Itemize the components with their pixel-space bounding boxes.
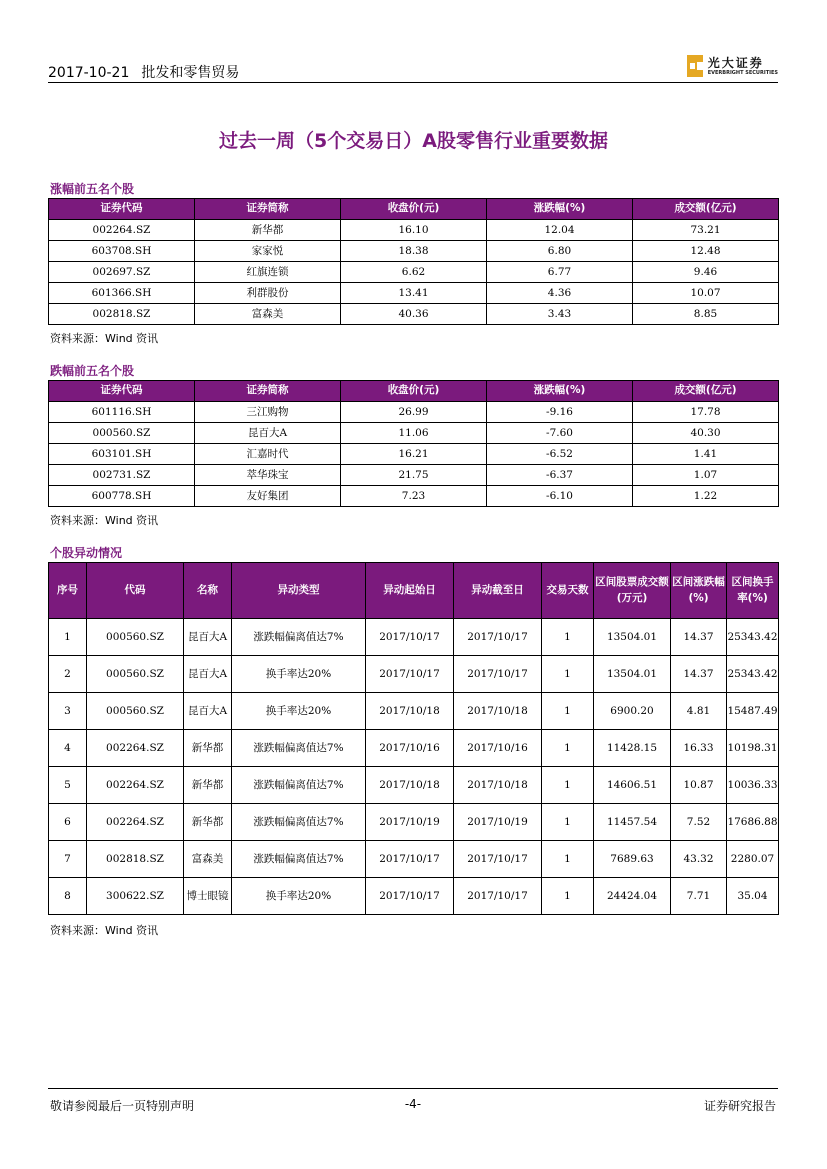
table-cell: 昆百大A	[195, 423, 341, 444]
table-cell: 7	[49, 841, 87, 878]
gainers-header-row	[49, 199, 779, 220]
column-header: 收盘价(元)	[341, 199, 487, 220]
table-cell: 2017/10/16	[454, 730, 542, 767]
page-title: 过去一周（5个交易日）A股零售行业重要数据	[219, 130, 608, 152]
table-cell: 2017/10/19	[454, 804, 542, 841]
table-cell: 三江购物	[195, 402, 341, 423]
table-row	[49, 283, 779, 304]
table-cell: 10.07	[633, 283, 779, 304]
anomalies-header-row	[49, 563, 779, 619]
table-cell: 000560.SZ	[87, 693, 184, 730]
table-cell: 1	[542, 841, 594, 878]
table-cell: 4	[49, 730, 87, 767]
column-header: 涨跌幅(%)	[487, 199, 633, 220]
table-cell: 10.87	[671, 767, 727, 804]
column-header: 异动类型	[232, 563, 366, 619]
table-cell: 600778.SH	[49, 486, 195, 507]
table-cell: 昆百大A	[184, 619, 232, 656]
table-cell: 16.10	[341, 220, 487, 241]
table-cell: 博士眼镜	[184, 878, 232, 915]
table-row	[49, 486, 779, 507]
table-cell: 13504.01	[594, 656, 671, 693]
column-header: 异动起始日	[366, 563, 454, 619]
table-cell: 家家悦	[195, 241, 341, 262]
column-header: 区间换手率(%)	[727, 563, 779, 619]
table-cell: 002264.SZ	[87, 767, 184, 804]
header-info	[48, 62, 239, 82]
table-cell: 6	[49, 804, 87, 841]
table-cell: 2017/10/18	[454, 767, 542, 804]
table-row	[49, 304, 779, 325]
column-header: 证券代码	[49, 199, 195, 220]
table-row	[49, 656, 779, 693]
table-cell: 002697.SZ	[49, 262, 195, 283]
table-cell: 7.23	[341, 486, 487, 507]
table-row	[49, 262, 779, 283]
table-cell: 2017/10/16	[366, 730, 454, 767]
page-footer	[48, 1088, 778, 1117]
table-cell: 4.81	[671, 693, 727, 730]
losers-table	[48, 380, 779, 507]
table-row	[49, 465, 779, 486]
table-cell: 11.06	[341, 423, 487, 444]
table-cell: 1	[542, 804, 594, 841]
table-row	[49, 693, 779, 730]
table-cell: 40.36	[341, 304, 487, 325]
table-cell: 2017/10/17	[366, 841, 454, 878]
table-cell: 涨跌幅偏离值达7%	[232, 619, 366, 656]
table-cell: 14.37	[671, 656, 727, 693]
table-cell: 富森美	[184, 841, 232, 878]
report-date: 2017-10-21	[48, 65, 130, 81]
table-cell: 35.04	[727, 878, 779, 915]
industry-name: 批发和零售贸易	[141, 65, 240, 81]
table-cell: 2017/10/18	[366, 693, 454, 730]
table-cell: 3.43	[487, 304, 633, 325]
table-cell: 2017/10/18	[454, 693, 542, 730]
table-cell: 17686.88	[727, 804, 779, 841]
table-cell: 13504.01	[594, 619, 671, 656]
table-cell: 1	[542, 730, 594, 767]
table-cell: 14606.51	[594, 767, 671, 804]
table-cell: 300622.SZ	[87, 878, 184, 915]
table-cell: 红旗连锁	[195, 262, 341, 283]
table-cell: 1.22	[633, 486, 779, 507]
table-cell: 9.46	[633, 262, 779, 283]
table-cell: 6.77	[487, 262, 633, 283]
table-row	[49, 804, 779, 841]
table-cell: 新华都	[184, 767, 232, 804]
column-header: 涨跌幅(%)	[487, 381, 633, 402]
table-cell: 友好集团	[195, 486, 341, 507]
column-header: 序号	[49, 563, 87, 619]
losers-header-row	[49, 381, 779, 402]
column-header: 异动截至日	[454, 563, 542, 619]
table-cell: 24424.04	[594, 878, 671, 915]
losers-title: 跌幅前五名个股	[50, 364, 135, 378]
column-header: 成交额(亿元)	[633, 381, 779, 402]
table-cell: 1	[542, 619, 594, 656]
table-cell: 昆百大A	[184, 656, 232, 693]
column-header: 代码	[87, 563, 184, 619]
table-cell: 3	[49, 693, 87, 730]
table-cell: 1	[49, 619, 87, 656]
gainers-source: 资料来源：Wind 资讯	[50, 332, 159, 345]
column-header: 名称	[184, 563, 232, 619]
losers-source: 资料来源：Wind 资讯	[50, 514, 159, 527]
table-cell: 5	[49, 767, 87, 804]
table-cell: -6.10	[487, 486, 633, 507]
table-row	[49, 423, 779, 444]
table-cell: 7.52	[671, 804, 727, 841]
table-cell: -6.37	[487, 465, 633, 486]
column-header: 证券简称	[195, 381, 341, 402]
anomalies-source: 资料来源：Wind 资讯	[50, 924, 159, 937]
table-cell: 新华都	[184, 730, 232, 767]
page-number: -4-	[404, 1097, 422, 1111]
table-row	[49, 841, 779, 878]
table-cell: 25343.42	[727, 619, 779, 656]
table-cell: 12.48	[633, 241, 779, 262]
gainers-title: 涨幅前五名个股	[50, 182, 135, 196]
table-cell: 1.07	[633, 465, 779, 486]
table-cell: -9.16	[487, 402, 633, 423]
table-cell: 16.21	[341, 444, 487, 465]
table-cell: 10198.31	[727, 730, 779, 767]
table-cell: 002818.SZ	[49, 304, 195, 325]
table-cell: 000560.SZ	[49, 423, 195, 444]
table-cell: 换手率达20%	[232, 656, 366, 693]
table-cell: 18.38	[341, 241, 487, 262]
table-cell: 涨跌幅偏离值达7%	[232, 804, 366, 841]
table-row	[49, 444, 779, 465]
column-header: 成交额(亿元)	[633, 199, 779, 220]
table-cell: 002264.SZ	[87, 804, 184, 841]
table-cell: 6.62	[341, 262, 487, 283]
table-cell: 000560.SZ	[87, 656, 184, 693]
table-cell: 利群股份	[195, 283, 341, 304]
table-cell: 603708.SH	[49, 241, 195, 262]
anomalies-table	[48, 562, 779, 915]
table-cell: 000560.SZ	[87, 619, 184, 656]
table-cell: 26.99	[341, 402, 487, 423]
table-cell: 43.32	[671, 841, 727, 878]
table-cell: 2017/10/19	[366, 804, 454, 841]
table-row	[49, 402, 779, 423]
table-cell: 601116.SH	[49, 402, 195, 423]
table-cell: 16.33	[671, 730, 727, 767]
table-cell: 601366.SH	[49, 283, 195, 304]
table-cell: 6900.20	[594, 693, 671, 730]
logo-mark-icon	[687, 55, 703, 77]
table-cell: 2017/10/17	[454, 841, 542, 878]
table-cell: 14.37	[671, 619, 727, 656]
table-cell: 15487.49	[727, 693, 779, 730]
table-cell: 002264.SZ	[87, 730, 184, 767]
column-header: 证券代码	[49, 381, 195, 402]
footer-report-type: 证券研究报告	[703, 1099, 776, 1113]
table-cell: 1	[542, 656, 594, 693]
table-cell: 73.21	[633, 220, 779, 241]
logo-cn-text: 光大证券	[707, 55, 764, 70]
table-cell: 2017/10/17	[366, 878, 454, 915]
table-cell: 6.80	[487, 241, 633, 262]
table-cell: 1.41	[633, 444, 779, 465]
table-row	[49, 767, 779, 804]
table-cell: 002731.SZ	[49, 465, 195, 486]
table-cell: 换手率达20%	[232, 693, 366, 730]
table-row	[49, 241, 779, 262]
table-cell: 汇嘉时代	[195, 444, 341, 465]
column-header: 证券简称	[195, 199, 341, 220]
table-cell: 新华都	[184, 804, 232, 841]
column-header: 交易天数	[542, 563, 594, 619]
table-cell: 富森美	[195, 304, 341, 325]
table-cell: 1	[542, 693, 594, 730]
table-cell: 2017/10/18	[366, 767, 454, 804]
table-cell: 13.41	[341, 283, 487, 304]
table-cell: 昆百大A	[184, 693, 232, 730]
table-cell: 2	[49, 656, 87, 693]
table-cell: 11428.15	[594, 730, 671, 767]
table-cell: 7689.63	[594, 841, 671, 878]
table-cell: 涨跌幅偏离值达7%	[232, 841, 366, 878]
table-cell: 2017/10/17	[366, 656, 454, 693]
table-cell: 2017/10/17	[366, 619, 454, 656]
table-cell: 603101.SH	[49, 444, 195, 465]
company-logo	[687, 54, 778, 78]
table-row	[49, 619, 779, 656]
table-cell: 2280.07	[727, 841, 779, 878]
table-cell: 25343.42	[727, 656, 779, 693]
page-header	[48, 52, 778, 83]
table-cell: 新华都	[195, 220, 341, 241]
logo-en-text: EVERBRIGHT SECURITIES	[707, 69, 778, 76]
table-cell: 1	[542, 878, 594, 915]
table-cell: -7.60	[487, 423, 633, 444]
table-cell: 2017/10/17	[454, 878, 542, 915]
table-cell: 12.04	[487, 220, 633, 241]
table-cell: 10036.33	[727, 767, 779, 804]
table-cell: -6.52	[487, 444, 633, 465]
column-header: 区间涨跌幅(%)	[671, 563, 727, 619]
table-cell: 002264.SZ	[49, 220, 195, 241]
table-cell: 涨跌幅偏离值达7%	[232, 730, 366, 767]
table-cell: 8.85	[633, 304, 779, 325]
table-row	[49, 878, 779, 915]
table-cell: 4.36	[487, 283, 633, 304]
column-header: 区间股票成交额(万元)	[594, 563, 671, 619]
table-cell: 002818.SZ	[87, 841, 184, 878]
table-cell: 7.71	[671, 878, 727, 915]
table-cell: 涨跌幅偏离值达7%	[232, 767, 366, 804]
table-row	[49, 220, 779, 241]
column-header: 收盘价(元)	[341, 381, 487, 402]
table-cell: 11457.54	[594, 804, 671, 841]
table-cell: 21.75	[341, 465, 487, 486]
table-cell: 萃华珠宝	[195, 465, 341, 486]
table-cell: 17.78	[633, 402, 779, 423]
table-row	[49, 730, 779, 767]
table-cell: 2017/10/17	[454, 656, 542, 693]
table-cell: 8	[49, 878, 87, 915]
table-cell: 换手率达20%	[232, 878, 366, 915]
table-cell: 2017/10/17	[454, 619, 542, 656]
table-cell: 1	[542, 767, 594, 804]
gainers-table	[48, 198, 779, 325]
table-cell: 40.30	[633, 423, 779, 444]
anomalies-title: 个股异动情况	[50, 546, 123, 560]
footer-disclaimer: 敬请参阅最后一页特别声明	[50, 1099, 195, 1113]
